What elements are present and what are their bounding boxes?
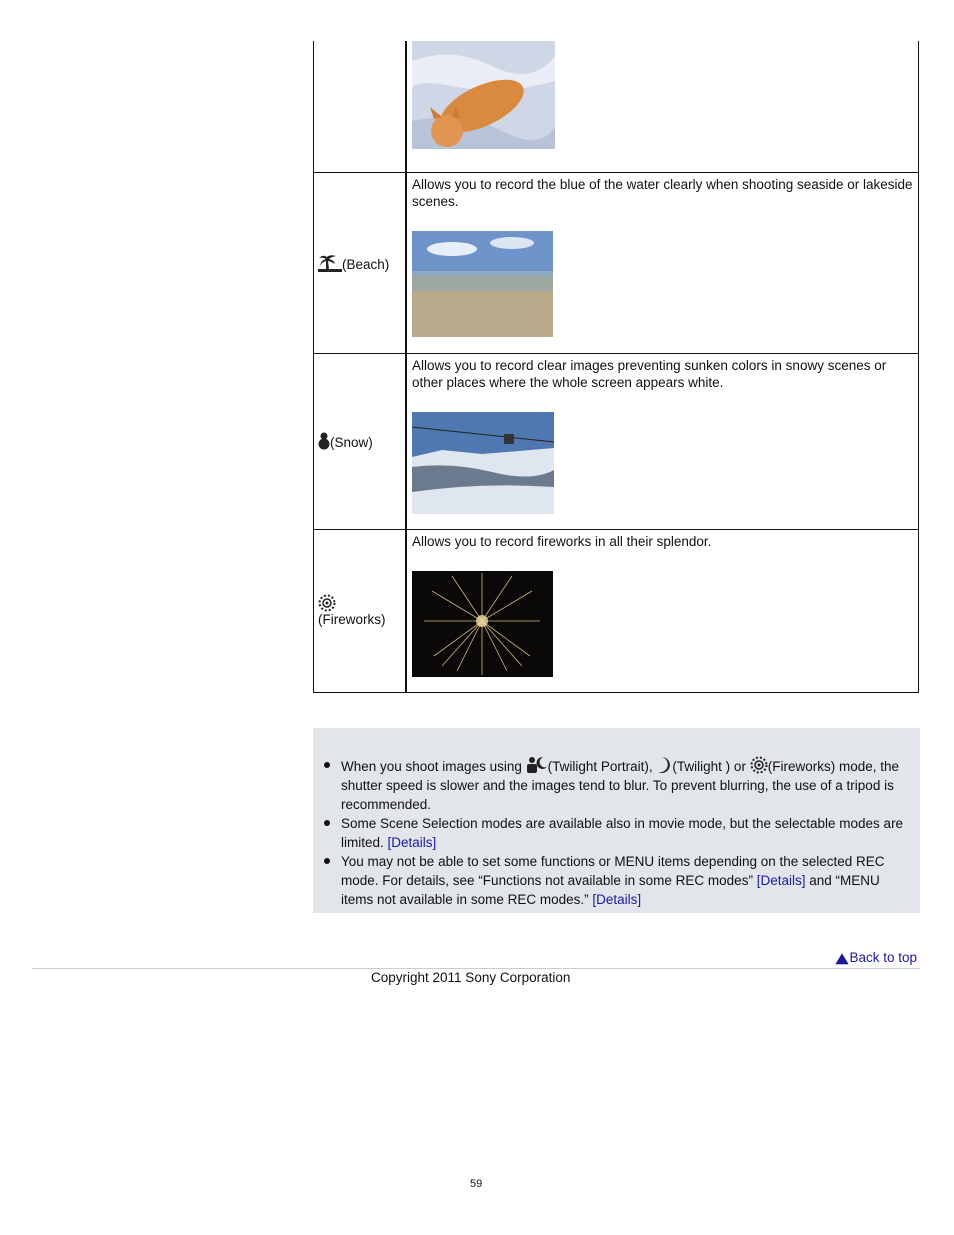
notes-box xyxy=(313,728,920,913)
fireworks-icon xyxy=(750,756,768,774)
row-label: (Fireworks) xyxy=(314,529,407,692)
back-to-top-link[interactable]: Back to top xyxy=(835,950,917,965)
beach-photo xyxy=(412,231,553,337)
twilight-portrait-icon xyxy=(526,756,548,774)
cat-photo xyxy=(412,41,555,149)
details-link[interactable]: [Details] xyxy=(592,892,642,907)
details-link[interactable]: [Details] xyxy=(756,873,806,888)
page-number: 59 xyxy=(470,1178,483,1190)
row-label: (Snow) xyxy=(314,353,407,529)
table-row xyxy=(314,172,919,353)
triangle-up-icon xyxy=(835,953,849,965)
list-item: You may not be able to set some functions or MENU items depending on the selected REC mode. For details, see “Functions not available in some REC modes” [Details] and “MENU items not available in some REC modes.” [Details] xyxy=(323,852,913,909)
beach-icon xyxy=(318,254,342,272)
list-item: Some Scene Selection modes are available also in movie mode, but the selectable modes are limited. [Details] xyxy=(323,814,913,852)
twilight-icon xyxy=(656,756,672,774)
table-row xyxy=(314,41,919,172)
snow-icon xyxy=(318,432,330,450)
row-label: (Beach) xyxy=(314,172,407,353)
row-label xyxy=(314,41,407,172)
row-description xyxy=(406,41,919,172)
row-description: Allows you to record fireworks in all their splendor. xyxy=(406,529,919,692)
list-item: When you shoot images using (Twilight Portrait), (Twilight ) or (Fireworks) mode, the shutter speed is slower and the images tend to blur. To prevent blurring, the use of a tripod is recommended. xyxy=(323,756,913,814)
fireworks-icon xyxy=(318,594,336,612)
details-link[interactable]: [Details] xyxy=(387,835,437,850)
fireworks-photo xyxy=(412,571,553,677)
copyright: Copyright 2011 Sony Corporation xyxy=(371,970,571,985)
table-row xyxy=(314,529,919,692)
row-description: Allows you to record clear images preventing sunken colors in snowy scenes or other places where the whole screen appears white. xyxy=(406,353,919,529)
notes-list xyxy=(323,756,913,909)
snow-photo xyxy=(412,412,554,514)
scene-table xyxy=(313,41,919,693)
table-row xyxy=(314,353,919,529)
row-description: Allows you to record the blue of the water clearly when shooting seaside or lakeside scenes. xyxy=(406,172,919,353)
divider xyxy=(32,968,920,969)
